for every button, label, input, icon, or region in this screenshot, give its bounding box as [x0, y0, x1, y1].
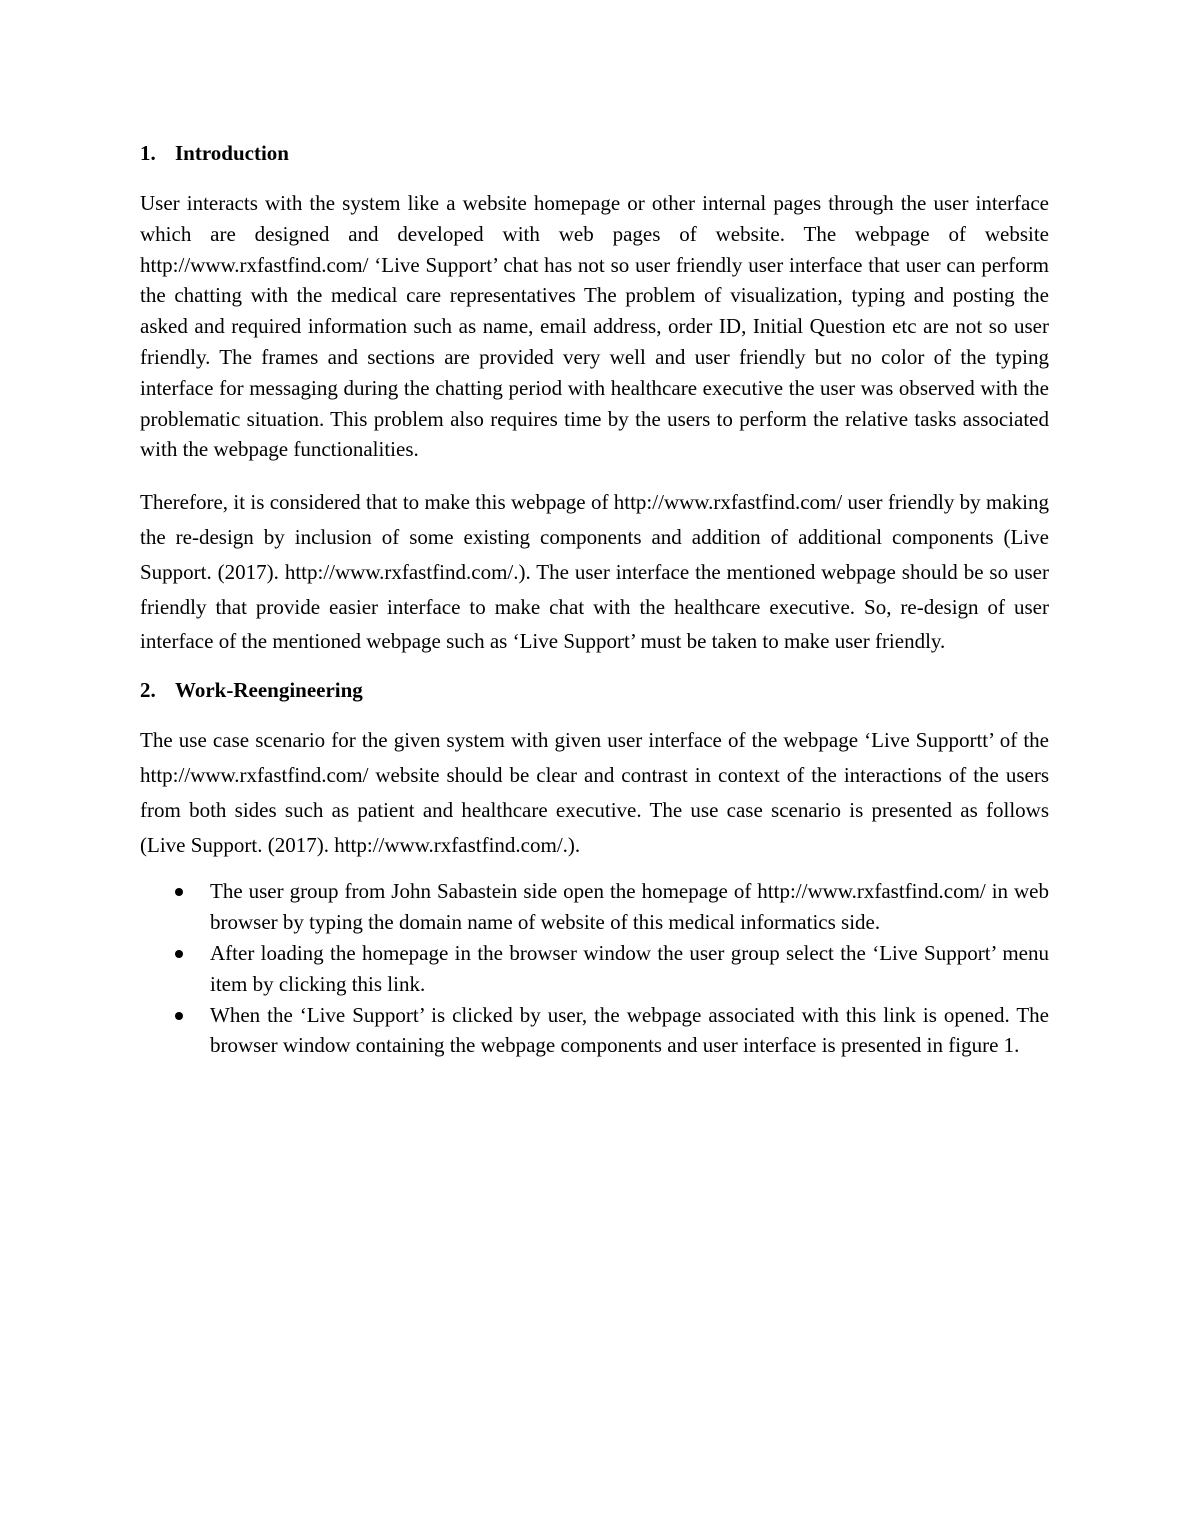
list-item-text: The user group from John Sabastein side open the homepage of http://www.rxfastfind.com/ in web browser by typing the domain name of website of this medical informatics side. — [210, 879, 1049, 935]
bullet-icon — [175, 1012, 183, 1020]
use-case-list — [140, 876, 1049, 1061]
list-item — [140, 876, 1049, 938]
document-page — [140, 138, 1049, 1061]
section-number: 1. — [140, 141, 156, 165]
section-heading-work-reengineering — [140, 675, 1049, 705]
intro-paragraph-1: User interacts with the system like a website homepage or other internal pages through the user interface which are designed and developed with web pages of website. The webpage of website http://www.rxfastfind.com/ ‘Live Support’ chat has not so user friendly user interface that user can perform the chatting with the medical care representatives The problem of visualization, typing and posting the asked and required information such as name, email address, order ID, Initial Question etc are not so user friendly. The frames and sections are provided very well and user friendly but no color of the typing interface for messaging during the chatting period with healthcare executive the user was observed with the problematic situation. This problem also requires time by the users to perform the relative tasks associated with the webpage functionalities. — [140, 191, 1049, 462]
section-heading-introduction — [140, 138, 1049, 168]
list-item-text: When the ‘Live Support’ is clicked by user, the webpage associated with this link is opened. The browser window containing the webpage components and user interface is presented in figure 1. — [210, 1002, 1049, 1058]
section-title: Work-Reengineering — [175, 678, 363, 703]
work-paragraph-1: The use case scenario for the given system with given user interface of the webpage ‘Live Supportt’ of the http://www.rxfastfind.com/ website should be clear and contrast in context of the interactions of the users from both sides such as patient and healthcare executive. The use case scenario is presented as follows (Live Support. (2017). http://www.rxfastfind.com/.). — [140, 728, 1049, 857]
bullet-icon — [175, 888, 183, 896]
section-title: Introduction — [175, 141, 289, 165]
section-number: 2. — [140, 678, 156, 703]
list-item — [140, 938, 1049, 1000]
list-item-text: After loading the homepage in the browser window the user group select the ‘Live Support’ menu item by clicking this link. — [210, 940, 1049, 996]
intro-paragraph-2: Therefore, it is considered that to make this webpage of http://www.rxfastfind.com/ user friendly by making the re-design by inclusion of some existing components and addition of additional components (Live Support. (2017). http://www.rxfastfind.com/.). The user interface the mentioned webpage should be so user friendly that provide easier interface to make chat with the healthcare executive. So, re-design of user interface of the mentioned webpage such as ‘Live Support’ must be taken to make user friendly. — [140, 490, 1049, 654]
list-item — [140, 1000, 1049, 1062]
bullet-icon — [175, 950, 183, 958]
